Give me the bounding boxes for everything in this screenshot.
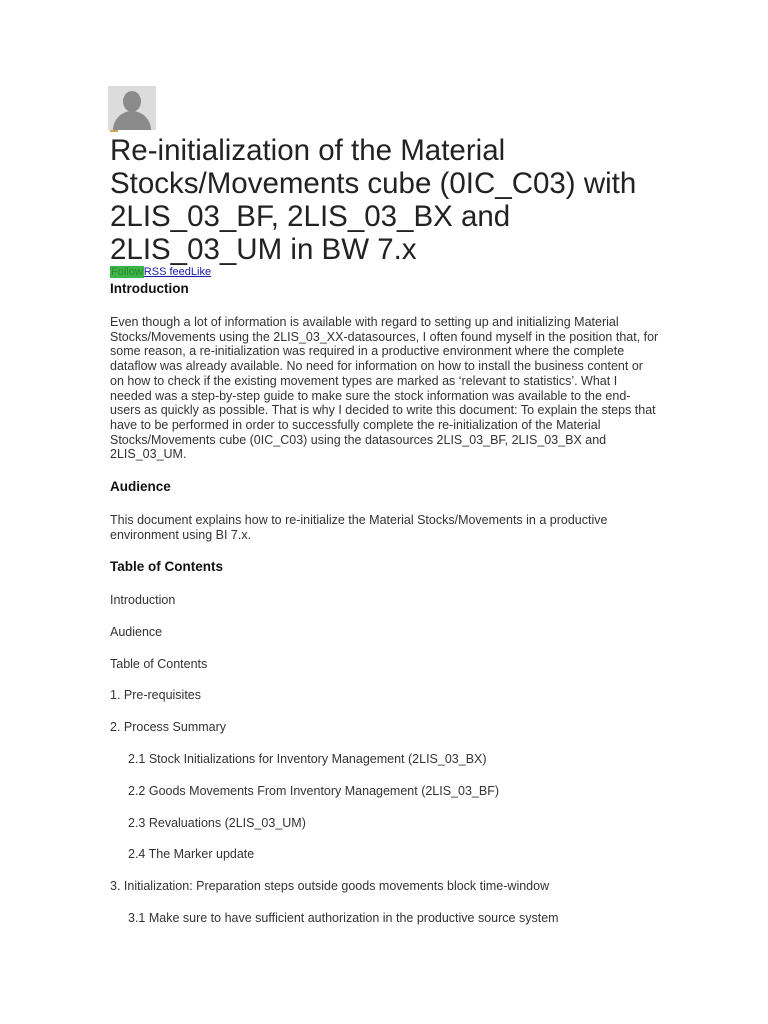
like-link[interactable]: Like <box>190 266 212 278</box>
avatar-head-shape <box>123 91 141 112</box>
toc-item[interactable]: 2.2 Goods Movements From Inventory Management (2LIS_03_BF) <box>128 783 500 798</box>
toc-item[interactable]: Introduction <box>110 593 176 607</box>
page-title: Re-initialization of the Material Stocks/Movements cube (0IC_C03) with 2LIS_03_BF, 2LIS_03_BX and 2LIS_03_UM in BW 7.x <box>110 134 637 266</box>
toc-item[interactable]: 2.4 The Marker update <box>128 847 255 862</box>
toc-item[interactable]: 2.3 Revaluations (2LIS_03_UM) <box>128 815 306 830</box>
toc-item[interactable]: Audience <box>110 624 163 639</box>
avatar-body-shape <box>113 111 151 130</box>
toc-item[interactable]: 1. Pre-requisites <box>110 688 202 703</box>
author-avatar[interactable] <box>108 86 156 130</box>
toc-item[interactable]: 3. Initialization: Preparation steps outside goods movements block time-window <box>110 879 550 894</box>
table-of-contents <box>110 593 559 943</box>
introduction-heading: Introduction <box>110 281 189 296</box>
toc-item[interactable]: 2.1 Stock Initializations for Inventory Management (2LIS_03_BX) <box>128 751 487 766</box>
rss-feed-link[interactable]: RSS feed <box>143 266 191 278</box>
introduction-text: Even though a lot of information is available with regard to setting up and initializing Material Stocks/Movements using the 2LIS_03_XX-datasources, I often found myself in the position that, for some reason, a re-initialization was required in a productive environment where the complete dataflow was already available. No need for information on how to install the business content or on how to check if the existing movement types are marked as ‘relevant to statistics’. What I needed was a step-by-step guide to make sure the stock information was available to the end-users as quickly as possible. That is why I decided to write this document: To explain the steps that have to be performed in order to successfully complete the re-initialization of the Material Stocks/Movements cube (0IC_C03) using the datasources 2LIS_03_BF, 2LIS_03_BX and 2LIS_03_UM. <box>110 315 659 462</box>
audience-text: This document explains how to re-initialize the Material Stocks/Movements in a productive environment using BI 7.x. <box>110 513 608 542</box>
toc-heading: Table of Contents <box>110 559 223 574</box>
audience-heading: Audience <box>110 479 171 494</box>
action-links <box>110 266 211 279</box>
avatar-link-underline <box>110 130 118 132</box>
toc-item[interactable]: Table of Contents <box>110 656 208 671</box>
toc-item[interactable]: 2. Process Summary <box>110 720 227 735</box>
toc-item[interactable]: 3.1 Make sure to have sufficient authorization in the productive source system <box>128 910 559 925</box>
follow-button[interactable]: Follow <box>111 266 143 278</box>
